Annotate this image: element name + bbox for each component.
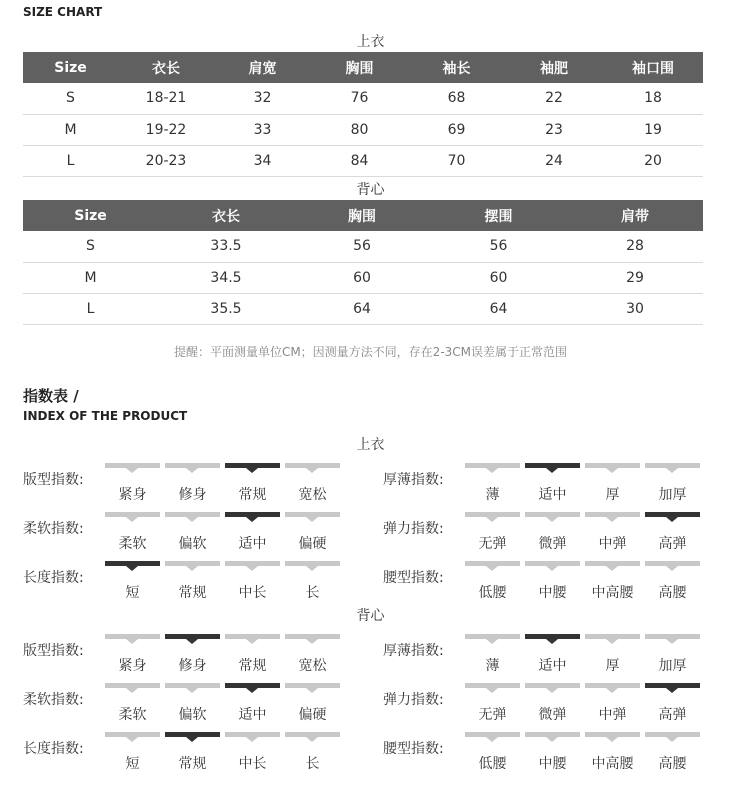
index-option bbox=[165, 683, 220, 727]
index-option-label: 紧身 bbox=[118, 487, 147, 503]
table-cell: 23 bbox=[505, 114, 603, 145]
table-cell: 19 bbox=[603, 114, 703, 145]
index-pointer-icon bbox=[126, 517, 138, 522]
table-cell: M bbox=[23, 262, 158, 293]
index-row-label: 柔软指数: bbox=[23, 521, 84, 537]
index-pointer-icon bbox=[606, 566, 618, 571]
index-pointer-icon bbox=[186, 517, 198, 522]
table-cell: 32 bbox=[214, 83, 311, 114]
index-option bbox=[465, 512, 520, 556]
table-cell: 80 bbox=[311, 114, 408, 145]
index-option-label: 微弹 bbox=[538, 536, 567, 552]
table-cell: 30 bbox=[567, 293, 703, 324]
index-pointer-icon bbox=[246, 517, 258, 522]
index-pointer-icon bbox=[546, 566, 558, 571]
index-row-label: 腰型指数: bbox=[383, 570, 444, 586]
index-option-label: 短 bbox=[125, 756, 140, 772]
table-header-row bbox=[23, 200, 703, 231]
index-option-label: 长 bbox=[305, 585, 320, 601]
table-cell: S bbox=[23, 231, 158, 262]
table-row bbox=[23, 114, 703, 145]
table-cell: M bbox=[23, 114, 118, 145]
index-option-label: 中长 bbox=[238, 585, 267, 601]
index-row bbox=[383, 683, 705, 727]
index-option bbox=[225, 732, 280, 776]
index-option-label: 常规 bbox=[178, 585, 207, 601]
table-cell: 56 bbox=[430, 231, 567, 262]
index-vest-label: 背心 bbox=[356, 608, 385, 624]
index-option-label: 宽松 bbox=[298, 658, 327, 674]
index-option-label: 中腰 bbox=[538, 585, 567, 601]
index-row-label: 柔软指数: bbox=[23, 692, 84, 708]
column-header: 袖口围 bbox=[603, 52, 703, 83]
index-row-label: 版型指数: bbox=[23, 643, 84, 659]
index-row bbox=[383, 512, 705, 556]
column-header: 袖肥 bbox=[505, 52, 603, 83]
index-option-label: 柔软 bbox=[118, 707, 147, 723]
index-pointer-icon bbox=[246, 737, 258, 742]
index-option-label: 厚 bbox=[605, 658, 620, 674]
index-option-selected bbox=[225, 683, 280, 727]
table-cell: 18 bbox=[603, 83, 703, 114]
index-pointer-icon bbox=[486, 566, 498, 571]
index-option bbox=[645, 463, 700, 507]
index-option-label: 高弹 bbox=[658, 707, 687, 723]
index-pointer-icon bbox=[126, 468, 138, 473]
table-cell: 84 bbox=[311, 145, 408, 176]
index-option-label: 柔软 bbox=[118, 536, 147, 552]
table-cell: 34.5 bbox=[158, 262, 294, 293]
index-option-label: 适中 bbox=[538, 487, 567, 503]
index-row-label: 长度指数: bbox=[23, 570, 84, 586]
index-option bbox=[285, 512, 340, 556]
table-cell: 33 bbox=[214, 114, 311, 145]
index-option-selected bbox=[525, 634, 580, 678]
index-row-label: 弹力指数: bbox=[383, 521, 444, 537]
index-subtitle: INDEX OF THE PRODUCT bbox=[23, 409, 188, 423]
index-pointer-icon bbox=[666, 566, 678, 571]
index-row bbox=[23, 732, 345, 776]
size-chart-heading: SIZE CHART bbox=[23, 5, 103, 19]
table-cell: 70 bbox=[408, 145, 505, 176]
index-option bbox=[465, 463, 520, 507]
index-option-label: 适中 bbox=[238, 707, 267, 723]
index-option-selected bbox=[105, 561, 160, 605]
table-row bbox=[23, 83, 703, 114]
index-pointer-icon bbox=[246, 566, 258, 571]
index-option-label: 长 bbox=[305, 756, 320, 772]
index-pointer-icon bbox=[666, 639, 678, 644]
index-pointer-icon bbox=[486, 639, 498, 644]
index-option-label: 常规 bbox=[238, 658, 267, 674]
index-option-label: 加厚 bbox=[658, 658, 687, 674]
index-option-label: 薄 bbox=[485, 658, 500, 674]
table-cell: 22 bbox=[505, 83, 603, 114]
index-pointer-icon bbox=[666, 737, 678, 742]
index-option-label: 厚 bbox=[605, 487, 620, 503]
table-cell: 19-22 bbox=[118, 114, 214, 145]
index-option bbox=[585, 512, 640, 556]
index-pointer-icon bbox=[486, 737, 498, 742]
index-option bbox=[645, 561, 700, 605]
index-pointer-icon bbox=[126, 566, 138, 571]
table-cell: 64 bbox=[294, 293, 430, 324]
index-option-label: 短 bbox=[125, 585, 140, 601]
index-option bbox=[645, 634, 700, 678]
index-option bbox=[525, 683, 580, 727]
table-cell: 24 bbox=[505, 145, 603, 176]
index-option-label: 中弹 bbox=[598, 707, 627, 723]
index-option-label: 偏软 bbox=[178, 707, 207, 723]
index-option-label: 中高腰 bbox=[591, 756, 634, 772]
index-pointer-icon bbox=[306, 468, 318, 473]
index-row bbox=[383, 732, 705, 776]
index-option-selected bbox=[525, 463, 580, 507]
index-option bbox=[105, 512, 160, 556]
index-row-label: 版型指数: bbox=[23, 472, 84, 488]
column-header: 胸围 bbox=[294, 200, 430, 231]
vest-section-label: 背心 bbox=[356, 182, 385, 198]
index-option-label: 中高腰 bbox=[591, 585, 634, 601]
column-header: Size bbox=[23, 200, 158, 231]
index-pointer-icon bbox=[126, 688, 138, 693]
index-option-label: 低腰 bbox=[478, 756, 507, 772]
index-option-label: 常规 bbox=[178, 756, 207, 772]
table-row bbox=[23, 293, 703, 324]
index-option-label: 修身 bbox=[178, 487, 207, 503]
index-pointer-icon bbox=[126, 639, 138, 644]
index-option-label: 低腰 bbox=[478, 585, 507, 601]
index-option bbox=[465, 683, 520, 727]
vest-size-table bbox=[23, 200, 703, 325]
column-header: 摆围 bbox=[430, 200, 567, 231]
index-row-label: 长度指数: bbox=[23, 741, 84, 757]
index-row-label: 厚薄指数: bbox=[383, 643, 444, 659]
table-cell: L bbox=[23, 145, 118, 176]
table-cell: 64 bbox=[430, 293, 567, 324]
index-pointer-icon bbox=[186, 688, 198, 693]
index-row bbox=[23, 634, 345, 678]
table-cell: 76 bbox=[311, 83, 408, 114]
index-pointer-icon bbox=[606, 737, 618, 742]
index-option bbox=[225, 634, 280, 678]
index-option-label: 高弹 bbox=[658, 536, 687, 552]
index-row bbox=[23, 561, 345, 605]
index-pointer-icon bbox=[546, 639, 558, 644]
index-option-label: 紧身 bbox=[118, 658, 147, 674]
index-option bbox=[285, 732, 340, 776]
index-option bbox=[585, 463, 640, 507]
index-option-selected bbox=[225, 463, 280, 507]
column-header: 衣长 bbox=[118, 52, 214, 83]
index-row bbox=[23, 683, 345, 727]
top-size-table bbox=[23, 52, 703, 177]
index-option-label: 偏硬 bbox=[298, 707, 327, 723]
index-option-label: 适中 bbox=[538, 658, 567, 674]
table-row bbox=[23, 231, 703, 262]
index-option-selected bbox=[225, 512, 280, 556]
column-header: 衣长 bbox=[158, 200, 294, 231]
index-pointer-icon bbox=[606, 468, 618, 473]
index-option bbox=[225, 561, 280, 605]
index-pointer-icon bbox=[486, 468, 498, 473]
table-cell: 68 bbox=[408, 83, 505, 114]
index-option-label: 偏硬 bbox=[298, 536, 327, 552]
index-option bbox=[585, 561, 640, 605]
table-cell: 28 bbox=[567, 231, 703, 262]
index-pointer-icon bbox=[186, 566, 198, 571]
index-row bbox=[23, 463, 345, 507]
index-pointer-icon bbox=[486, 688, 498, 693]
index-option bbox=[105, 634, 160, 678]
index-pointer-icon bbox=[246, 468, 258, 473]
index-option-label: 常规 bbox=[238, 487, 267, 503]
index-option-label: 薄 bbox=[485, 487, 500, 503]
index-option bbox=[285, 463, 340, 507]
index-option bbox=[105, 463, 160, 507]
index-top-label: 上衣 bbox=[356, 437, 385, 453]
table-cell: L bbox=[23, 293, 158, 324]
index-option bbox=[525, 732, 580, 776]
index-option-selected bbox=[645, 512, 700, 556]
index-pointer-icon bbox=[126, 737, 138, 742]
index-option-label: 微弹 bbox=[538, 707, 567, 723]
index-title: 指数表 / bbox=[23, 387, 79, 405]
table-header-row bbox=[23, 52, 703, 83]
table-cell: 20 bbox=[603, 145, 703, 176]
index-option-selected bbox=[645, 683, 700, 727]
index-row bbox=[383, 463, 705, 507]
index-pointer-icon bbox=[306, 737, 318, 742]
index-pointer-icon bbox=[546, 688, 558, 693]
column-header: 肩宽 bbox=[214, 52, 311, 83]
index-option bbox=[285, 683, 340, 727]
index-option bbox=[285, 634, 340, 678]
index-option-selected bbox=[165, 732, 220, 776]
index-option bbox=[585, 683, 640, 727]
table-cell: 18-21 bbox=[118, 83, 214, 114]
table-cell: 35.5 bbox=[158, 293, 294, 324]
table-row bbox=[23, 262, 703, 293]
index-pointer-icon bbox=[246, 639, 258, 644]
index-option bbox=[285, 561, 340, 605]
index-option bbox=[165, 561, 220, 605]
index-pointer-icon bbox=[306, 688, 318, 693]
index-option-label: 中长 bbox=[238, 756, 267, 772]
column-header: 肩带 bbox=[567, 200, 703, 231]
index-pointer-icon bbox=[666, 517, 678, 522]
index-option-label: 宽松 bbox=[298, 487, 327, 503]
index-pointer-icon bbox=[546, 468, 558, 473]
index-option bbox=[465, 732, 520, 776]
index-pointer-icon bbox=[246, 688, 258, 693]
top-section-label: 上衣 bbox=[356, 34, 385, 50]
index-row-label: 弹力指数: bbox=[383, 692, 444, 708]
index-option bbox=[105, 683, 160, 727]
index-option-label: 加厚 bbox=[658, 487, 687, 503]
table-cell: 69 bbox=[408, 114, 505, 145]
index-option-label: 偏软 bbox=[178, 536, 207, 552]
index-pointer-icon bbox=[306, 566, 318, 571]
index-pointer-icon bbox=[666, 688, 678, 693]
table-cell: 29 bbox=[567, 262, 703, 293]
index-pointer-icon bbox=[486, 517, 498, 522]
index-option-label: 适中 bbox=[238, 536, 267, 552]
index-pointer-icon bbox=[186, 639, 198, 644]
index-pointer-icon bbox=[546, 737, 558, 742]
index-option bbox=[585, 634, 640, 678]
table-cell: 56 bbox=[294, 231, 430, 262]
index-row bbox=[383, 561, 705, 605]
table-row bbox=[23, 145, 703, 176]
index-pointer-icon bbox=[186, 468, 198, 473]
index-option bbox=[105, 732, 160, 776]
table-cell: 33.5 bbox=[158, 231, 294, 262]
column-header: 袖长 bbox=[408, 52, 505, 83]
index-option-label: 中腰 bbox=[538, 756, 567, 772]
index-option bbox=[465, 561, 520, 605]
index-pointer-icon bbox=[606, 517, 618, 522]
index-option bbox=[165, 512, 220, 556]
index-option bbox=[465, 634, 520, 678]
index-pointer-icon bbox=[306, 639, 318, 644]
index-option-label: 高腰 bbox=[658, 756, 687, 772]
table-cell: S bbox=[23, 83, 118, 114]
measurement-note: 提醒：平面测量单位CM；因测量方法不同，存在2-3CM误差属于正常范围 bbox=[173, 345, 568, 359]
column-header: 胸围 bbox=[311, 52, 408, 83]
index-row bbox=[383, 634, 705, 678]
index-pointer-icon bbox=[546, 517, 558, 522]
table-cell: 34 bbox=[214, 145, 311, 176]
column-header: Size bbox=[23, 52, 118, 83]
index-option bbox=[525, 512, 580, 556]
index-option bbox=[165, 463, 220, 507]
index-pointer-icon bbox=[186, 737, 198, 742]
index-option-label: 中弹 bbox=[598, 536, 627, 552]
index-option-label: 无弹 bbox=[478, 707, 507, 723]
table-cell: 20-23 bbox=[118, 145, 214, 176]
index-row-label: 厚薄指数: bbox=[383, 472, 444, 488]
index-option-label: 高腰 bbox=[658, 585, 687, 601]
index-option bbox=[525, 561, 580, 605]
index-pointer-icon bbox=[606, 688, 618, 693]
index-row-label: 腰型指数: bbox=[383, 741, 444, 757]
index-option-label: 无弹 bbox=[478, 536, 507, 552]
table-cell: 60 bbox=[294, 262, 430, 293]
index-option-label: 修身 bbox=[178, 658, 207, 674]
index-option bbox=[585, 732, 640, 776]
index-pointer-icon bbox=[306, 517, 318, 522]
table-cell: 60 bbox=[430, 262, 567, 293]
index-row bbox=[23, 512, 345, 556]
index-pointer-icon bbox=[606, 639, 618, 644]
index-pointer-icon bbox=[666, 468, 678, 473]
index-option bbox=[645, 732, 700, 776]
index-option-selected bbox=[165, 634, 220, 678]
